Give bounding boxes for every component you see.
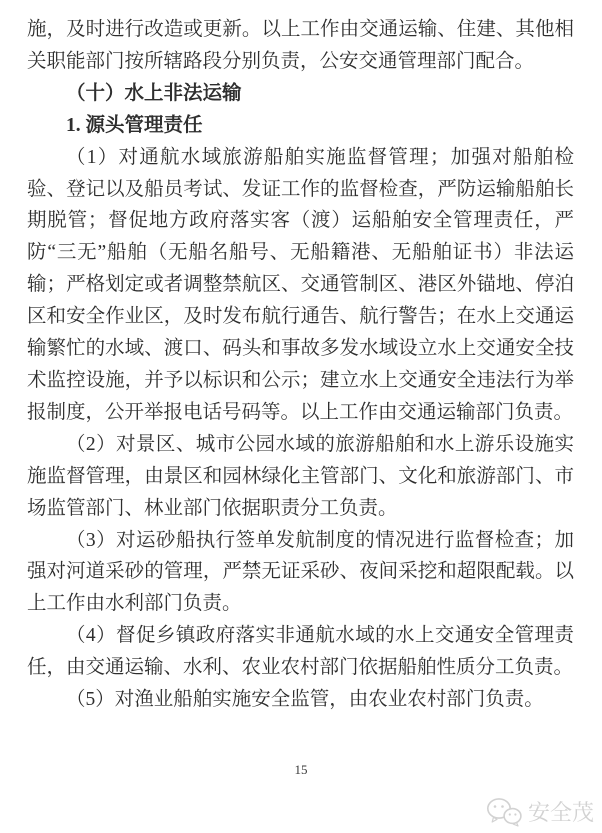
page-number: 15 (294, 762, 308, 777)
watermark-label: 安全茂 (527, 800, 594, 825)
paragraph-item-5: （5）对渔业船舶实施安全监管，由农业农村部门负责。 (66, 689, 544, 711)
wechat-icon (486, 797, 522, 827)
section-heading: （十）水上非法运输 (66, 82, 242, 104)
paragraph-item-3: （3）对运砂船执行签单发航制度的情况进行监督检查；加强对河道采砂的管理，严禁无证采砂、夜间采挖和超限配载。以上工作由水利部门负责。 (27, 529, 574, 615)
watermark (486, 796, 594, 827)
paragraph-item-4: （4）督促乡镇政府落实非通航水域的水上交通安全管理责任，由交通运输、水利、农业农村部门依据船舶性质分工负责。 (27, 625, 574, 679)
paragraph-item-1: （1）对通航水域旅游船舶实施监督管理；加强对船舶检验、登记以及船员考试、发证工作的监督检查，严防运输船舶长期脱管；督促地方政府落实客（渡）运船舶安全管理责任，严防“三无”船舶（无船名船号、无船籍港、无船舶证书）非法运输；严格划定或者调整禁航区、交通管制区、港区外锚地、停泊区和安全作业区，及时发布航行通告、航行警告；在水上交通运输繁忙的水域、渡口、码头和事故多发水域设立水上交通安全技术监控设施，并予以标识和公示；建立水上交通安全违法行为举报制度，公开举报电话号码等。以上工作由交通运输部门负责。 (27, 146, 574, 423)
paragraph-item-2: （2）对景区、城市公园水域的旅游船舶和水上游乐设施实施监督管理，由景区和园林绿化主管部门、文化和旅游部门、市场监管部门、林业部门依据职责分工负责。 (27, 433, 574, 519)
paragraph-continuation: 施，及时进行改造或更新。以上工作由交通运输、住建、其他相关职能部门按所辖路段分别负责，公安交通管理部门配合。 (27, 19, 574, 72)
body-text (27, 14, 574, 716)
subsection-heading: 1. 源头管理责任 (66, 114, 203, 136)
